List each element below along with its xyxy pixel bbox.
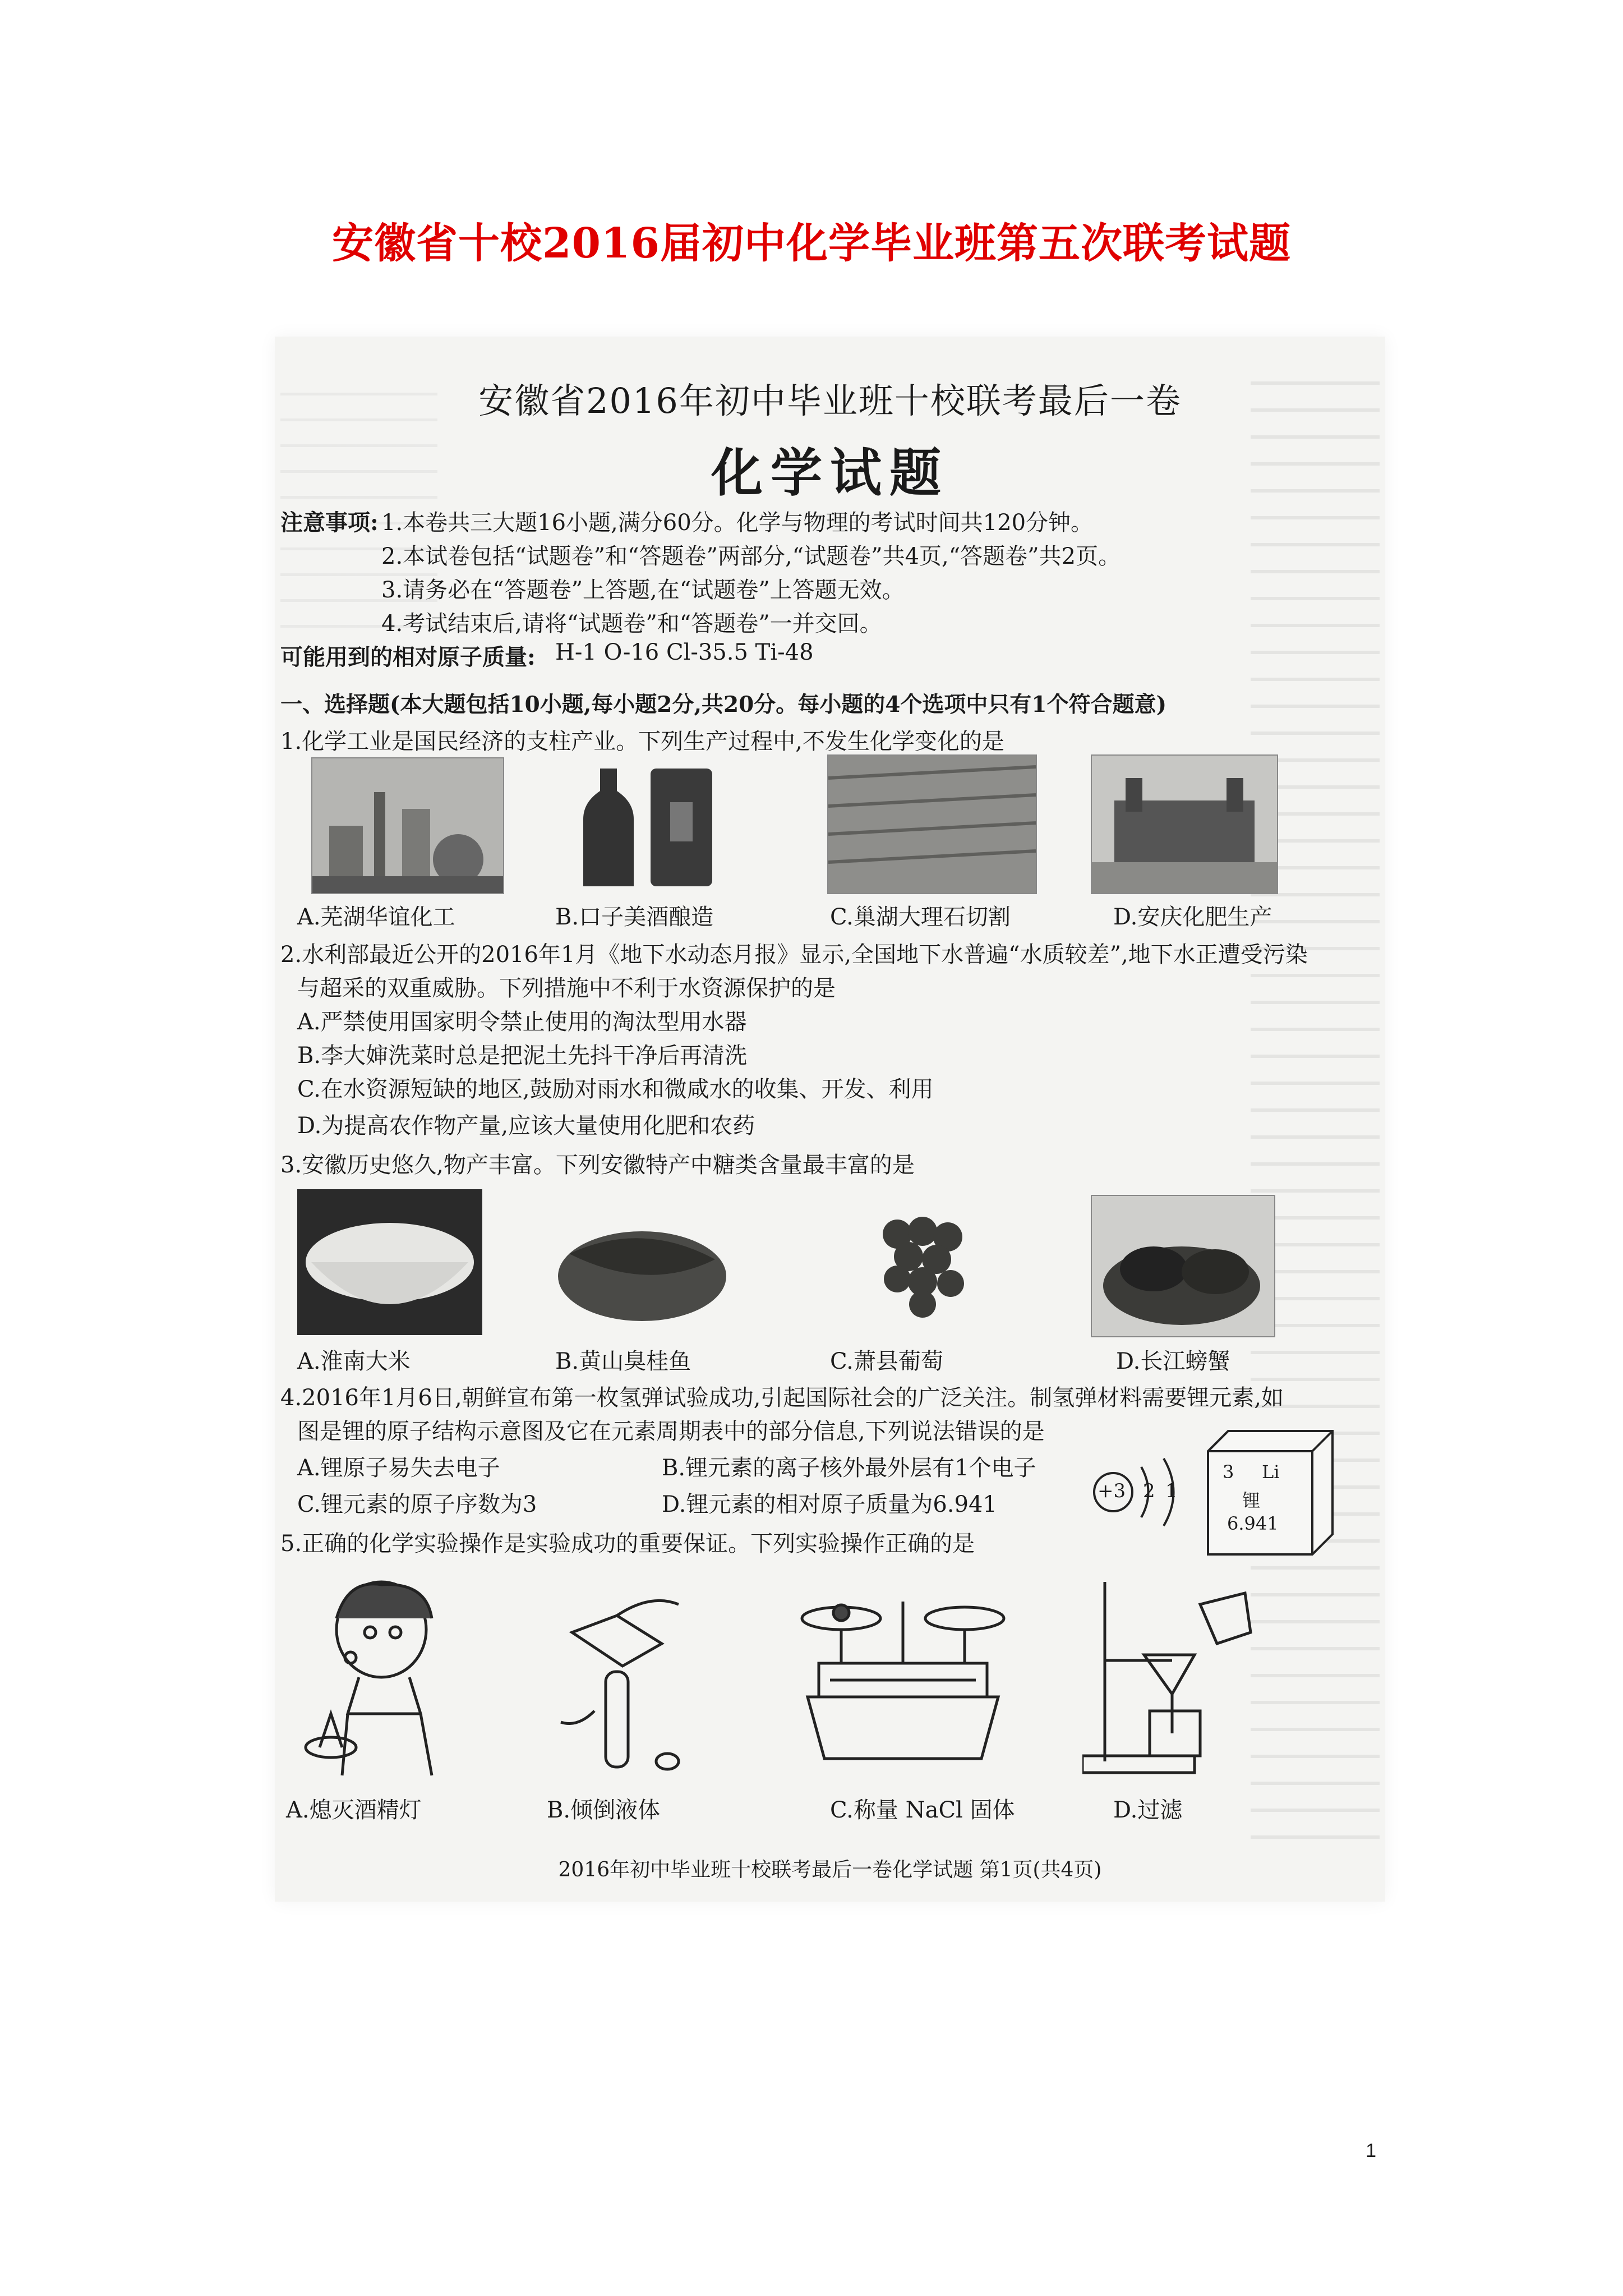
lithium-atom-diagram <box>1085 1447 1203 1537</box>
q3-image-a-rice <box>297 1189 482 1335</box>
q3-option-b: B.黄山臭桂鱼 <box>555 1349 691 1374</box>
notes-item-3: 3.请务必在“答题卷”上答题,在“试题卷”上答题无效。 <box>381 577 905 603</box>
notes-item-4: 4.考试结束后,请将“试题卷”和“答题卷”一并交回。 <box>381 611 882 637</box>
q1-option-d: D.安庆化肥生产 <box>1113 904 1272 930</box>
q3-image-c-grapes <box>830 1195 1021 1335</box>
q3-option-c: C.萧县葡萄 <box>830 1349 943 1374</box>
atom-nucleus-charge: +3 <box>1098 1480 1126 1502</box>
atom-shell1-electrons: 2 <box>1143 1480 1155 1502</box>
page-footer: 2016年初中毕业班十校联考最后一卷化学试题 第1页(共4页) <box>558 1858 1102 1881</box>
q1-option-b: B.口子美酒酿造 <box>555 904 714 930</box>
q5-option-a: A.熄灭酒精灯 <box>286 1797 422 1823</box>
notes-label: 注意事项: <box>280 509 379 536</box>
atomic-mass-values: H-1 O-16 Cl-35.5 Ti-48 <box>555 639 814 665</box>
q1-image-c-marble-cutting <box>827 754 1037 894</box>
q5-option-b: B.倾倒液体 <box>547 1797 661 1823</box>
q3-stem: 3.安徽历史悠久,物产丰富。下列安徽特产中糖类含量最丰富的是 <box>280 1152 915 1178</box>
exam-title: 安徽省2016年初中毕业班十校联考最后一卷 <box>478 380 1182 421</box>
q3-image-d-crabs <box>1091 1195 1275 1337</box>
lithium-periodic-cell <box>1206 1428 1335 1557</box>
q1-image-b-liquor-bottles <box>561 757 729 892</box>
element-atomic-mass: 6.941 <box>1227 1513 1279 1534</box>
q5-option-c: C.称量 NaCl 固体 <box>830 1797 1015 1823</box>
page-number: 1 <box>1366 2140 1376 2161</box>
q5-option-d: D.过滤 <box>1113 1797 1183 1823</box>
q4-stem-line1: 4.2016年1月6日,朝鲜宣布第一枚氢弹试验成功,引起国际社会的广泛关注。制氢弹材料需要锂元素,如 <box>280 1385 1284 1411</box>
q2-option-d: D.为提高农作物产量,应该大量使用化肥和农药 <box>297 1113 755 1139</box>
q1-image-a-chemical-plant <box>311 757 504 894</box>
q4-option-a: A.锂原子易失去电子 <box>297 1455 500 1481</box>
q3-option-d: D.长江螃蟹 <box>1116 1349 1230 1374</box>
q3-option-a: A.淮南大米 <box>297 1349 411 1374</box>
section1-header: 一、选择题(本大题包括10小题,每小题2分,共20分。每小题的4个选项中只有1个符合题意) <box>280 692 1167 717</box>
q2-stem-line1: 2.水利部最近公开的2016年1月《地下水动态月报》显示,全国地下水普遍“水质较差”,地下水正遭受污染 <box>280 942 1308 968</box>
q4-stem-line2: 图是锂的原子结构示意图及它在元素周期表中的部分信息,下列说法错误的是 <box>297 1419 1045 1444</box>
notes-item-1: 1.本卷共三大题16小题,满分60分。化学与物理的考试时间共120分钟。 <box>381 510 1094 536</box>
q4-option-d: D.锂元素的相对原子质量为6.941 <box>662 1492 997 1517</box>
q2-option-b: B.李大婶洗菜时总是把泥土先抖干净后再清洗 <box>297 1043 748 1069</box>
q3-image-b-mandarin-fish <box>547 1198 735 1332</box>
q5-illustration-d-filtration <box>1082 1571 1267 1778</box>
q5-illustration-b-pouring-liquid <box>538 1582 740 1784</box>
q5-illustration-a-boy-blowing-lamp <box>297 1579 482 1781</box>
document-title: 安徽省十校2016届初中化学毕业班第五次联考试题 <box>332 219 1291 268</box>
q1-stem: 1.化学工业是国民经济的支柱产业。下列生产过程中,不发生化学变化的是 <box>280 729 1004 754</box>
q2-option-c: C.在水资源短缺的地区,鼓励对雨水和微咸水的收集、开发、利用 <box>297 1076 934 1102</box>
q1-option-a: A.芜湖华谊化工 <box>297 904 455 930</box>
q2-stem-line2: 与超采的双重威胁。下列措施中不利于水资源保护的是 <box>297 976 836 1001</box>
q4-option-b: B.锂元素的离子核外最外层有1个电子 <box>662 1455 1036 1481</box>
element-symbol: Li <box>1262 1461 1280 1483</box>
q1-image-d-fertilizer-plant <box>1091 754 1278 894</box>
notes-item-2: 2.本试卷包括“试题卷”和“答题卷”两部分,“试题卷”共4页,“答题卷”共2页。 <box>381 544 1121 569</box>
bleed-through-marks <box>1251 381 1380 1840</box>
q5-illustration-c-balance-scale <box>796 1579 1009 1775</box>
element-atomic-number: 3 <box>1223 1461 1234 1483</box>
q1-option-c: C.巢湖大理石切割 <box>830 904 1011 930</box>
atomic-mass-label: 可能用到的相对原子质量: <box>280 644 536 670</box>
atom-shell2-electrons: 1 <box>1165 1480 1178 1502</box>
element-name: 锂 <box>1242 1490 1261 1511</box>
q4-option-c: C.锂元素的原子序数为3 <box>297 1492 537 1517</box>
q2-option-a: A.严禁使用国家明令禁止使用的淘汰型用水器 <box>297 1009 747 1035</box>
subject-title: 化学试题 <box>711 443 949 503</box>
q5-stem: 5.正确的化学实验操作是实验成功的重要保证。下列实验操作正确的是 <box>280 1531 975 1557</box>
